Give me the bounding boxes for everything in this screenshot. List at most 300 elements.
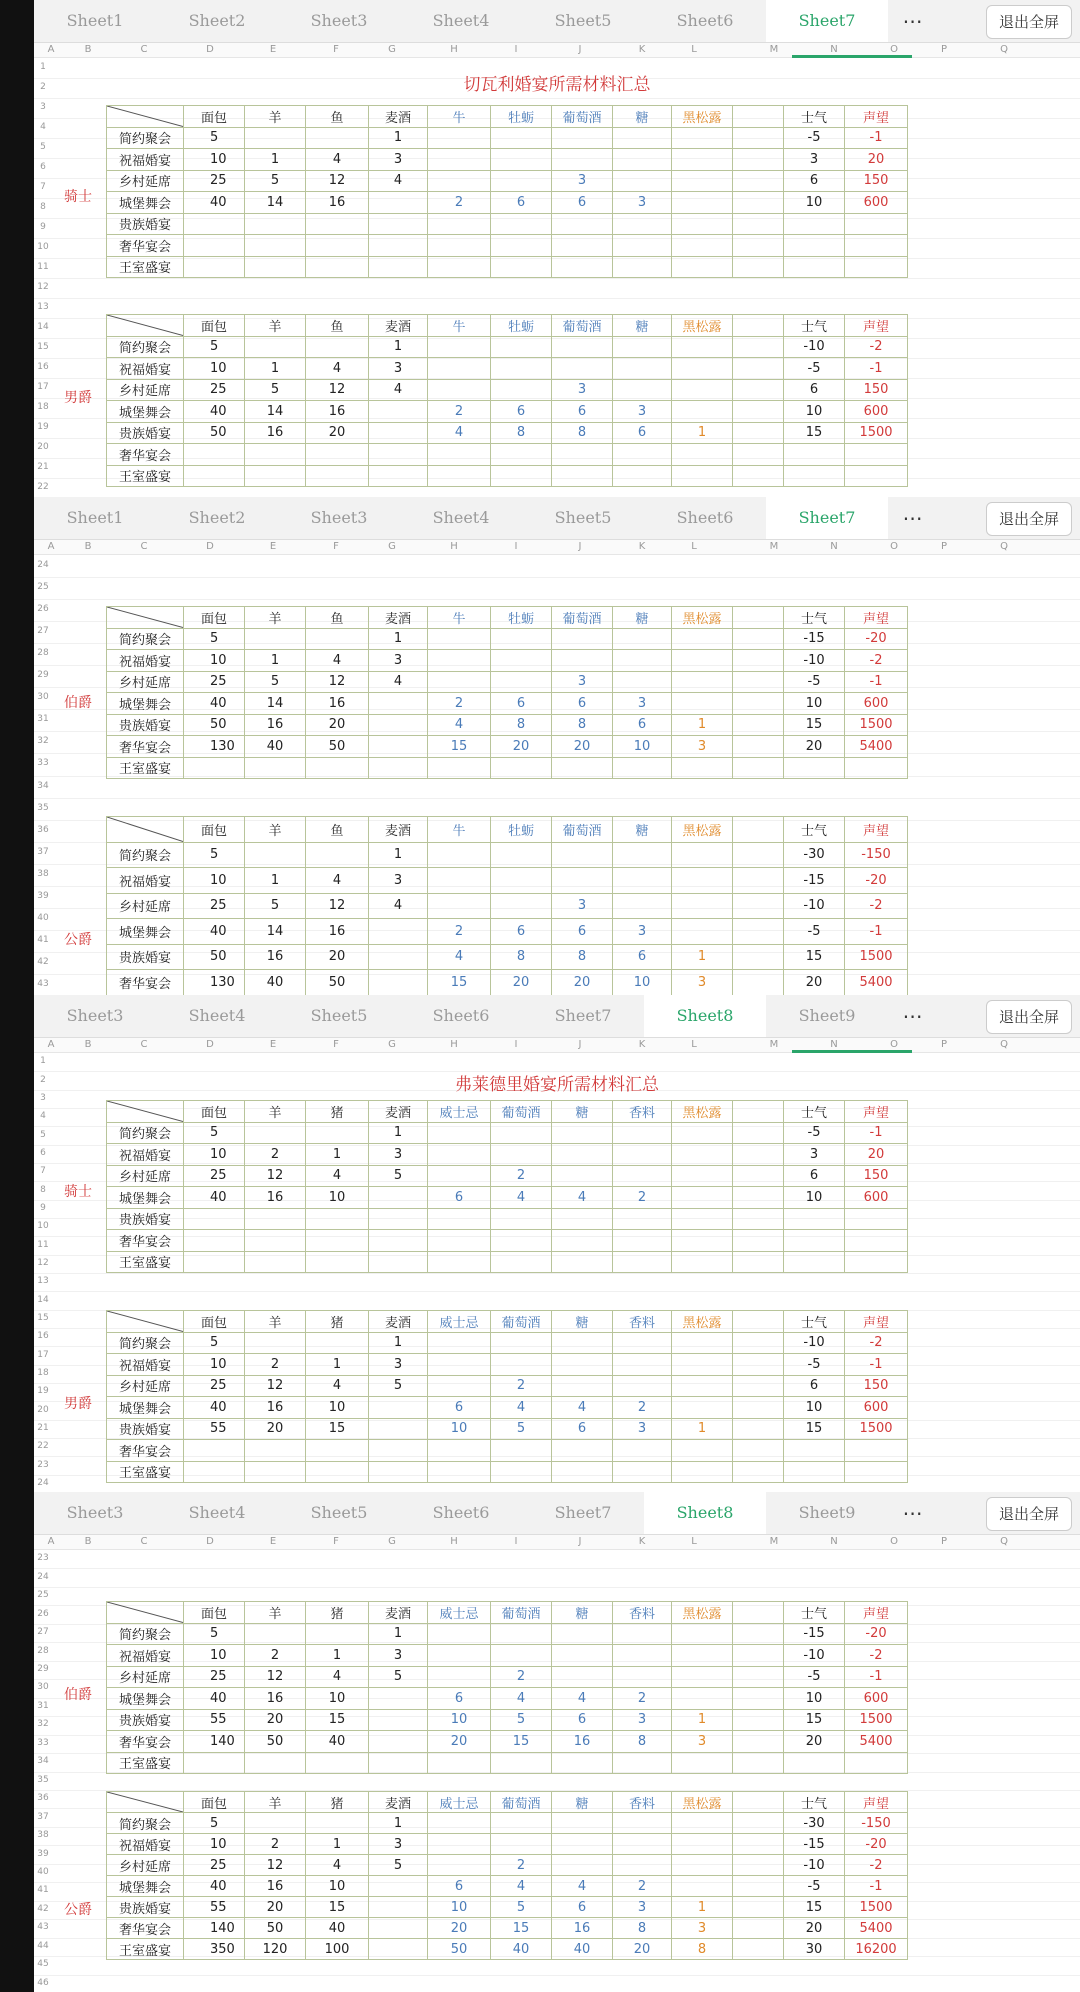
data-cell[interactable] bbox=[613, 465, 672, 487]
data-cell[interactable] bbox=[369, 1752, 428, 1774]
event-label-cell[interactable]: 简约聚会 bbox=[107, 1122, 184, 1144]
data-cell[interactable]: 15 bbox=[306, 1709, 369, 1731]
data-cell[interactable]: -15 bbox=[784, 628, 845, 650]
data-cell[interactable] bbox=[428, 1645, 491, 1667]
data-cell[interactable] bbox=[784, 1251, 845, 1273]
data-cell[interactable] bbox=[613, 1144, 672, 1166]
column-header-cell[interactable]: 麦酒 bbox=[369, 106, 428, 128]
column-letter[interactable]: L bbox=[691, 1536, 697, 1547]
data-cell[interactable] bbox=[733, 422, 784, 444]
data-cell[interactable] bbox=[552, 444, 613, 466]
data-cell[interactable] bbox=[784, 256, 845, 278]
data-cell[interactable] bbox=[428, 757, 491, 779]
row-number[interactable]: 25 bbox=[37, 1590, 49, 1601]
data-cell[interactable]: -1 bbox=[845, 1666, 908, 1688]
row-number[interactable]: 41 bbox=[37, 1885, 49, 1896]
column-header-cell[interactable]: 牛 bbox=[428, 817, 491, 843]
data-cell[interactable] bbox=[845, 235, 908, 257]
data-cell[interactable]: -2 bbox=[845, 1855, 908, 1876]
diagonal-header-cell[interactable] bbox=[107, 1602, 184, 1624]
data-cell[interactable] bbox=[613, 1461, 672, 1483]
data-cell[interactable]: 1 bbox=[306, 1645, 369, 1667]
column-header-cell[interactable]: 羊 bbox=[245, 607, 306, 629]
column-header-cell[interactable]: 糖 bbox=[552, 1792, 613, 1813]
event-label-cell[interactable]: 祝福婚宴 bbox=[107, 149, 184, 171]
data-cell[interactable]: 1 bbox=[369, 842, 428, 868]
data-cell[interactable] bbox=[428, 256, 491, 278]
data-cell[interactable]: -1 bbox=[845, 1876, 908, 1897]
data-cell[interactable] bbox=[491, 256, 552, 278]
row-number[interactable]: 31 bbox=[37, 1700, 49, 1711]
data-cell[interactable] bbox=[672, 1332, 733, 1354]
data-cell[interactable]: -1 bbox=[845, 919, 908, 945]
data-cell[interactable]: 15 bbox=[784, 714, 845, 736]
data-cell[interactable] bbox=[428, 444, 491, 466]
diagonal-header-cell[interactable] bbox=[107, 607, 184, 629]
tab-sheet8[interactable]: Sheet8 bbox=[644, 1492, 766, 1534]
column-header-cell[interactable]: 麦酒 bbox=[369, 817, 428, 843]
data-cell[interactable] bbox=[369, 1939, 428, 1960]
data-cell[interactable]: 10 bbox=[306, 1876, 369, 1897]
data-cell[interactable] bbox=[428, 1440, 491, 1462]
data-cell[interactable]: 20 bbox=[784, 1918, 845, 1939]
data-cell[interactable]: 16 bbox=[245, 944, 306, 970]
data-cell[interactable]: 1 bbox=[672, 944, 733, 970]
data-cell[interactable]: 5 bbox=[369, 1375, 428, 1397]
data-cell[interactable] bbox=[491, 671, 552, 693]
data-cell[interactable] bbox=[613, 379, 672, 401]
column-letter[interactable]: A bbox=[47, 1039, 55, 1050]
data-cell[interactable] bbox=[491, 1208, 552, 1230]
row-number[interactable]: 37 bbox=[37, 1811, 49, 1822]
data-cell[interactable] bbox=[733, 1752, 784, 1774]
data-cell[interactable] bbox=[369, 1688, 428, 1710]
data-cell[interactable]: 1 bbox=[369, 628, 428, 650]
data-cell[interactable] bbox=[672, 671, 733, 693]
data-cell[interactable]: 6 bbox=[491, 919, 552, 945]
data-cell[interactable] bbox=[369, 1731, 428, 1753]
row-number[interactable]: 7 bbox=[40, 1166, 46, 1177]
column-letter[interactable]: F bbox=[333, 44, 339, 55]
data-cell[interactable] bbox=[306, 1332, 369, 1354]
data-cell[interactable] bbox=[733, 1418, 784, 1440]
data-cell[interactable]: 6 bbox=[784, 170, 845, 192]
column-header-cell[interactable]: 黑松露 bbox=[672, 315, 733, 337]
data-cell[interactable] bbox=[733, 1461, 784, 1483]
data-cell[interactable]: 140 bbox=[184, 1918, 245, 1939]
data-cell[interactable]: 10 bbox=[784, 1187, 845, 1209]
data-cell[interactable] bbox=[784, 1440, 845, 1462]
column-header-cell[interactable]: 黑松露 bbox=[672, 1792, 733, 1813]
row-number[interactable]: 2 bbox=[40, 1074, 46, 1085]
data-cell[interactable]: 6 bbox=[491, 693, 552, 715]
data-cell[interactable] bbox=[428, 1461, 491, 1483]
data-cell[interactable] bbox=[369, 213, 428, 235]
data-cell[interactable] bbox=[428, 213, 491, 235]
data-cell[interactable] bbox=[672, 1876, 733, 1897]
row-number[interactable]: 43 bbox=[37, 978, 49, 989]
event-label-cell[interactable]: 乡村延席 bbox=[107, 1375, 184, 1397]
data-cell[interactable] bbox=[491, 1230, 552, 1252]
column-letter[interactable]: K bbox=[638, 1536, 646, 1547]
data-cell[interactable] bbox=[369, 714, 428, 736]
column-letter[interactable]: E bbox=[269, 1536, 277, 1547]
data-cell[interactable]: 6 bbox=[428, 1397, 491, 1419]
data-cell[interactable] bbox=[613, 358, 672, 380]
data-cell[interactable] bbox=[491, 170, 552, 192]
event-label-cell[interactable]: 简约聚会 bbox=[107, 127, 184, 149]
column-header-cell[interactable] bbox=[733, 1792, 784, 1813]
event-label-cell[interactable]: 王室盛宴 bbox=[107, 1939, 184, 1960]
data-cell[interactable] bbox=[369, 1397, 428, 1419]
data-cell[interactable]: 4 bbox=[369, 671, 428, 693]
column-letter[interactable]: E bbox=[269, 1039, 277, 1050]
data-cell[interactable] bbox=[306, 336, 369, 358]
data-cell[interactable]: -1 bbox=[845, 127, 908, 149]
column-header-cell[interactable]: 葡萄酒 bbox=[491, 1792, 552, 1813]
data-cell[interactable]: -2 bbox=[845, 1645, 908, 1667]
data-cell[interactable]: 100 bbox=[306, 1939, 369, 1960]
data-cell[interactable]: -10 bbox=[784, 650, 845, 672]
data-cell[interactable] bbox=[733, 170, 784, 192]
column-letter[interactable]: I bbox=[514, 44, 518, 55]
row-number[interactable]: 29 bbox=[37, 1663, 49, 1674]
data-cell[interactable]: 50 bbox=[184, 944, 245, 970]
data-cell[interactable]: 4 bbox=[552, 1688, 613, 1710]
data-cell[interactable] bbox=[552, 1332, 613, 1354]
data-cell[interactable] bbox=[306, 1251, 369, 1273]
column-header-cell[interactable]: 黑松露 bbox=[672, 817, 733, 843]
data-cell[interactable]: 40 bbox=[184, 192, 245, 214]
row-number[interactable]: 46 bbox=[37, 1977, 49, 1988]
column-letter[interactable]: Q bbox=[1000, 541, 1008, 552]
data-cell[interactable]: -20 bbox=[845, 628, 908, 650]
data-cell[interactable] bbox=[552, 1461, 613, 1483]
data-cell[interactable] bbox=[784, 444, 845, 466]
event-label-cell[interactable]: 祝福婚宴 bbox=[107, 650, 184, 672]
data-cell[interactable] bbox=[245, 1440, 306, 1462]
row-number[interactable]: 39 bbox=[37, 1848, 49, 1859]
data-cell[interactable]: 5 bbox=[369, 1165, 428, 1187]
data-cell[interactable]: 12 bbox=[306, 379, 369, 401]
data-cell[interactable] bbox=[733, 1375, 784, 1397]
column-header-cell[interactable]: 声望 bbox=[845, 607, 908, 629]
column-letter[interactable]: Q bbox=[1000, 1039, 1008, 1050]
tab-sheet5[interactable]: Sheet5 bbox=[310, 1503, 368, 1522]
data-cell[interactable]: 12 bbox=[306, 893, 369, 919]
data-cell[interactable] bbox=[369, 919, 428, 945]
data-cell[interactable]: 8 bbox=[552, 944, 613, 970]
data-cell[interactable]: 20 bbox=[784, 736, 845, 758]
row-number[interactable]: 20 bbox=[37, 442, 49, 452]
data-cell[interactable]: 150 bbox=[845, 170, 908, 192]
row-number[interactable]: 20 bbox=[37, 1404, 49, 1415]
data-cell[interactable]: 3 bbox=[552, 893, 613, 919]
data-cell[interactable] bbox=[733, 235, 784, 257]
column-header-cell[interactable]: 声望 bbox=[845, 106, 908, 128]
column-header-cell[interactable]: 黑松露 bbox=[672, 1101, 733, 1123]
data-cell[interactable] bbox=[369, 1709, 428, 1731]
data-cell[interactable] bbox=[245, 842, 306, 868]
event-label-cell[interactable]: 简约聚会 bbox=[107, 336, 184, 358]
diagonal-header-cell[interactable] bbox=[107, 1311, 184, 1333]
data-cell[interactable]: 10 bbox=[184, 1144, 245, 1166]
data-cell[interactable]: 50 bbox=[184, 422, 245, 444]
tab-sheet6[interactable]: Sheet6 bbox=[676, 508, 734, 527]
data-cell[interactable] bbox=[733, 1332, 784, 1354]
data-cell[interactable]: 2 bbox=[428, 192, 491, 214]
data-cell[interactable] bbox=[613, 671, 672, 693]
column-letter[interactable]: A bbox=[47, 541, 55, 552]
row-number[interactable]: 1 bbox=[40, 1056, 46, 1067]
data-cell[interactable] bbox=[306, 1623, 369, 1645]
data-cell[interactable] bbox=[491, 1332, 552, 1354]
data-cell[interactable] bbox=[784, 465, 845, 487]
data-cell[interactable] bbox=[491, 1623, 552, 1645]
tab-sheet6[interactable]: Sheet6 bbox=[432, 1006, 490, 1025]
data-cell[interactable] bbox=[428, 1666, 491, 1688]
data-cell[interactable]: 150 bbox=[845, 1165, 908, 1187]
data-cell[interactable] bbox=[613, 1165, 672, 1187]
data-cell[interactable]: 6 bbox=[552, 192, 613, 214]
column-header-cell[interactable]: 羊 bbox=[245, 106, 306, 128]
row-number[interactable]: 33 bbox=[37, 1737, 49, 1748]
data-cell[interactable]: -150 bbox=[845, 1813, 908, 1834]
data-cell[interactable]: 55 bbox=[184, 1418, 245, 1440]
column-letter[interactable]: C bbox=[140, 44, 148, 55]
data-cell[interactable] bbox=[369, 1208, 428, 1230]
column-letter[interactable]: K bbox=[638, 1039, 646, 1050]
data-cell[interactable]: 4 bbox=[306, 358, 369, 380]
data-cell[interactable] bbox=[369, 757, 428, 779]
data-cell[interactable] bbox=[428, 170, 491, 192]
data-cell[interactable]: 4 bbox=[491, 1688, 552, 1710]
data-cell[interactable]: 4 bbox=[552, 1876, 613, 1897]
data-cell[interactable]: 15 bbox=[784, 1709, 845, 1731]
column-header-cell[interactable]: 麦酒 bbox=[369, 1311, 428, 1333]
data-cell[interactable] bbox=[428, 1165, 491, 1187]
data-cell[interactable] bbox=[552, 1230, 613, 1252]
data-cell[interactable] bbox=[613, 1230, 672, 1252]
data-cell[interactable]: 8 bbox=[672, 1939, 733, 1960]
data-cell[interactable] bbox=[184, 465, 245, 487]
data-cell[interactable] bbox=[845, 1208, 908, 1230]
data-cell[interactable] bbox=[672, 1354, 733, 1376]
row-number[interactable]: 9 bbox=[40, 222, 46, 232]
data-cell[interactable] bbox=[428, 1332, 491, 1354]
data-cell[interactable]: -2 bbox=[845, 336, 908, 358]
data-cell[interactable]: 10 bbox=[428, 1897, 491, 1918]
data-cell[interactable] bbox=[552, 1666, 613, 1688]
data-cell[interactable]: 5 bbox=[184, 1813, 245, 1834]
data-cell[interactable] bbox=[733, 1397, 784, 1419]
column-header-cell[interactable]: 葡萄酒 bbox=[552, 817, 613, 843]
column-letter[interactable]: I bbox=[514, 541, 518, 552]
data-cell[interactable]: 3 bbox=[672, 970, 733, 996]
event-label-cell[interactable]: 奢华宴会 bbox=[107, 1230, 184, 1252]
data-cell[interactable] bbox=[613, 149, 672, 171]
data-cell[interactable] bbox=[245, 1208, 306, 1230]
column-letter[interactable]: M bbox=[769, 1039, 779, 1050]
column-header-cell[interactable]: 声望 bbox=[845, 817, 908, 843]
data-cell[interactable]: 1 bbox=[369, 127, 428, 149]
data-cell[interactable] bbox=[552, 842, 613, 868]
data-cell[interactable] bbox=[491, 1645, 552, 1667]
data-cell[interactable]: 3 bbox=[369, 1354, 428, 1376]
row-number[interactable]: 18 bbox=[37, 1367, 49, 1378]
data-cell[interactable]: 6 bbox=[784, 1375, 845, 1397]
column-header-cell[interactable]: 麦酒 bbox=[369, 1792, 428, 1813]
column-header-cell[interactable]: 牡蛎 bbox=[491, 106, 552, 128]
row-number[interactable]: 24 bbox=[37, 1477, 49, 1488]
data-cell[interactable]: 10 bbox=[784, 693, 845, 715]
column-header-cell[interactable]: 面包 bbox=[184, 315, 245, 337]
data-cell[interactable] bbox=[491, 842, 552, 868]
column-letter[interactable]: O bbox=[890, 44, 898, 55]
column-letter[interactable]: J bbox=[578, 44, 582, 55]
data-cell[interactable]: 1 bbox=[245, 868, 306, 894]
column-header-cell[interactable]: 牡蛎 bbox=[491, 607, 552, 629]
column-header-cell[interactable]: 威士忌 bbox=[428, 1602, 491, 1624]
data-cell[interactable]: 3 bbox=[369, 1834, 428, 1855]
data-cell[interactable]: 5 bbox=[369, 1666, 428, 1688]
data-cell[interactable]: 8 bbox=[552, 714, 613, 736]
data-cell[interactable] bbox=[733, 1709, 784, 1731]
data-cell[interactable]: 1 bbox=[672, 422, 733, 444]
data-cell[interactable] bbox=[672, 868, 733, 894]
row-number[interactable]: 14 bbox=[37, 322, 49, 332]
data-cell[interactable]: 10 bbox=[784, 192, 845, 214]
data-cell[interactable] bbox=[733, 842, 784, 868]
data-cell[interactable]: 15 bbox=[784, 944, 845, 970]
data-cell[interactable]: 20 bbox=[491, 970, 552, 996]
tab-sheet2[interactable]: Sheet2 bbox=[188, 508, 246, 527]
row-number[interactable]: 23 bbox=[37, 1459, 49, 1470]
event-label-cell[interactable]: 贵族婚宴 bbox=[107, 213, 184, 235]
data-cell[interactable]: 25 bbox=[184, 1666, 245, 1688]
column-header-cell[interactable]: 猪 bbox=[306, 1602, 369, 1624]
data-cell[interactable] bbox=[733, 1230, 784, 1252]
data-cell[interactable]: 1500 bbox=[845, 714, 908, 736]
data-cell[interactable]: 10 bbox=[306, 1397, 369, 1419]
event-label-cell[interactable]: 城堡舞会 bbox=[107, 1688, 184, 1710]
data-cell[interactable] bbox=[552, 1354, 613, 1376]
data-cell[interactable]: 3 bbox=[552, 379, 613, 401]
data-cell[interactable]: 8 bbox=[613, 1731, 672, 1753]
column-header-cell[interactable]: 黑松露 bbox=[672, 1311, 733, 1333]
column-header-cell[interactable]: 糖 bbox=[552, 1311, 613, 1333]
data-cell[interactable] bbox=[552, 1645, 613, 1667]
data-cell[interactable]: -150 bbox=[845, 842, 908, 868]
data-cell[interactable] bbox=[784, 213, 845, 235]
diagonal-header-cell[interactable] bbox=[107, 315, 184, 337]
data-cell[interactable]: 4 bbox=[491, 1187, 552, 1209]
column-header-cell[interactable]: 鱼 bbox=[306, 817, 369, 843]
data-cell[interactable]: 1 bbox=[306, 1144, 369, 1166]
event-label-cell[interactable]: 简约聚会 bbox=[107, 1813, 184, 1834]
event-label-cell[interactable]: 贵族婚宴 bbox=[107, 944, 184, 970]
column-header-cell[interactable]: 猪 bbox=[306, 1792, 369, 1813]
data-cell[interactable] bbox=[491, 465, 552, 487]
data-cell[interactable] bbox=[672, 213, 733, 235]
data-cell[interactable] bbox=[733, 149, 784, 171]
data-cell[interactable]: 6 bbox=[428, 1187, 491, 1209]
data-cell[interactable]: 3 bbox=[369, 1144, 428, 1166]
data-cell[interactable]: -5 bbox=[784, 358, 845, 380]
data-cell[interactable] bbox=[245, 1122, 306, 1144]
data-cell[interactable]: -5 bbox=[784, 127, 845, 149]
data-cell[interactable]: 20 bbox=[613, 1939, 672, 1960]
data-cell[interactable] bbox=[784, 757, 845, 779]
data-cell[interactable] bbox=[733, 358, 784, 380]
data-cell[interactable]: 20 bbox=[552, 970, 613, 996]
event-label-cell[interactable]: 奢华宴会 bbox=[107, 1731, 184, 1753]
data-cell[interactable]: 1 bbox=[245, 650, 306, 672]
data-cell[interactable]: 15 bbox=[784, 1418, 845, 1440]
data-cell[interactable] bbox=[672, 842, 733, 868]
event-label-cell[interactable]: 城堡舞会 bbox=[107, 919, 184, 945]
data-cell[interactable] bbox=[245, 757, 306, 779]
column-header-cell[interactable]: 糖 bbox=[613, 607, 672, 629]
row-number[interactable]: 44 bbox=[37, 1940, 49, 1951]
data-cell[interactable]: 25 bbox=[184, 1375, 245, 1397]
data-cell[interactable]: 12 bbox=[245, 1855, 306, 1876]
data-cell[interactable]: 5 bbox=[491, 1418, 552, 1440]
data-cell[interactable]: 10 bbox=[184, 149, 245, 171]
data-cell[interactable]: 15 bbox=[784, 1897, 845, 1918]
data-cell[interactable]: 5 bbox=[369, 1855, 428, 1876]
data-cell[interactable] bbox=[733, 1834, 784, 1855]
data-cell[interactable]: 600 bbox=[845, 192, 908, 214]
tab-sheet8[interactable]: Sheet8 bbox=[644, 995, 766, 1037]
data-cell[interactable]: 20 bbox=[306, 714, 369, 736]
row-number[interactable]: 43 bbox=[37, 1922, 49, 1933]
row-number[interactable]: 38 bbox=[37, 868, 49, 879]
data-cell[interactable]: 25 bbox=[184, 170, 245, 192]
column-header-cell[interactable]: 牛 bbox=[428, 106, 491, 128]
column-header-cell[interactable]: 声望 bbox=[845, 1602, 908, 1624]
data-cell[interactable] bbox=[306, 1230, 369, 1252]
data-cell[interactable] bbox=[845, 256, 908, 278]
row-number[interactable]: 29 bbox=[37, 670, 49, 681]
event-label-cell[interactable]: 乡村延席 bbox=[107, 671, 184, 693]
column-header-cell[interactable]: 士气 bbox=[784, 607, 845, 629]
row-number[interactable]: 18 bbox=[37, 402, 49, 412]
column-letter[interactable]: A bbox=[47, 1536, 55, 1547]
event-label-cell[interactable]: 奢华宴会 bbox=[107, 736, 184, 758]
data-cell[interactable]: 130 bbox=[184, 970, 245, 996]
column-header-cell[interactable]: 士气 bbox=[784, 1792, 845, 1813]
event-label-cell[interactable]: 奢华宴会 bbox=[107, 444, 184, 466]
data-cell[interactable]: 5400 bbox=[845, 970, 908, 996]
column-header-cell[interactable]: 猪 bbox=[306, 1101, 369, 1123]
tab-sheet5[interactable]: Sheet5 bbox=[554, 508, 612, 527]
column-header-cell[interactable]: 香料 bbox=[613, 1101, 672, 1123]
data-cell[interactable] bbox=[245, 1623, 306, 1645]
column-letter[interactable]: B bbox=[84, 1039, 92, 1050]
row-number[interactable]: 36 bbox=[37, 824, 49, 835]
data-cell[interactable]: 10 bbox=[184, 358, 245, 380]
data-cell[interactable]: 40 bbox=[184, 1688, 245, 1710]
data-cell[interactable] bbox=[733, 1165, 784, 1187]
data-cell[interactable]: 3 bbox=[613, 919, 672, 945]
data-cell[interactable] bbox=[733, 1688, 784, 1710]
data-cell[interactable] bbox=[672, 379, 733, 401]
data-cell[interactable]: 1500 bbox=[845, 422, 908, 444]
data-cell[interactable] bbox=[845, 1251, 908, 1273]
event-label-cell[interactable]: 祝福婚宴 bbox=[107, 1144, 184, 1166]
data-cell[interactable]: 20 bbox=[845, 1144, 908, 1166]
